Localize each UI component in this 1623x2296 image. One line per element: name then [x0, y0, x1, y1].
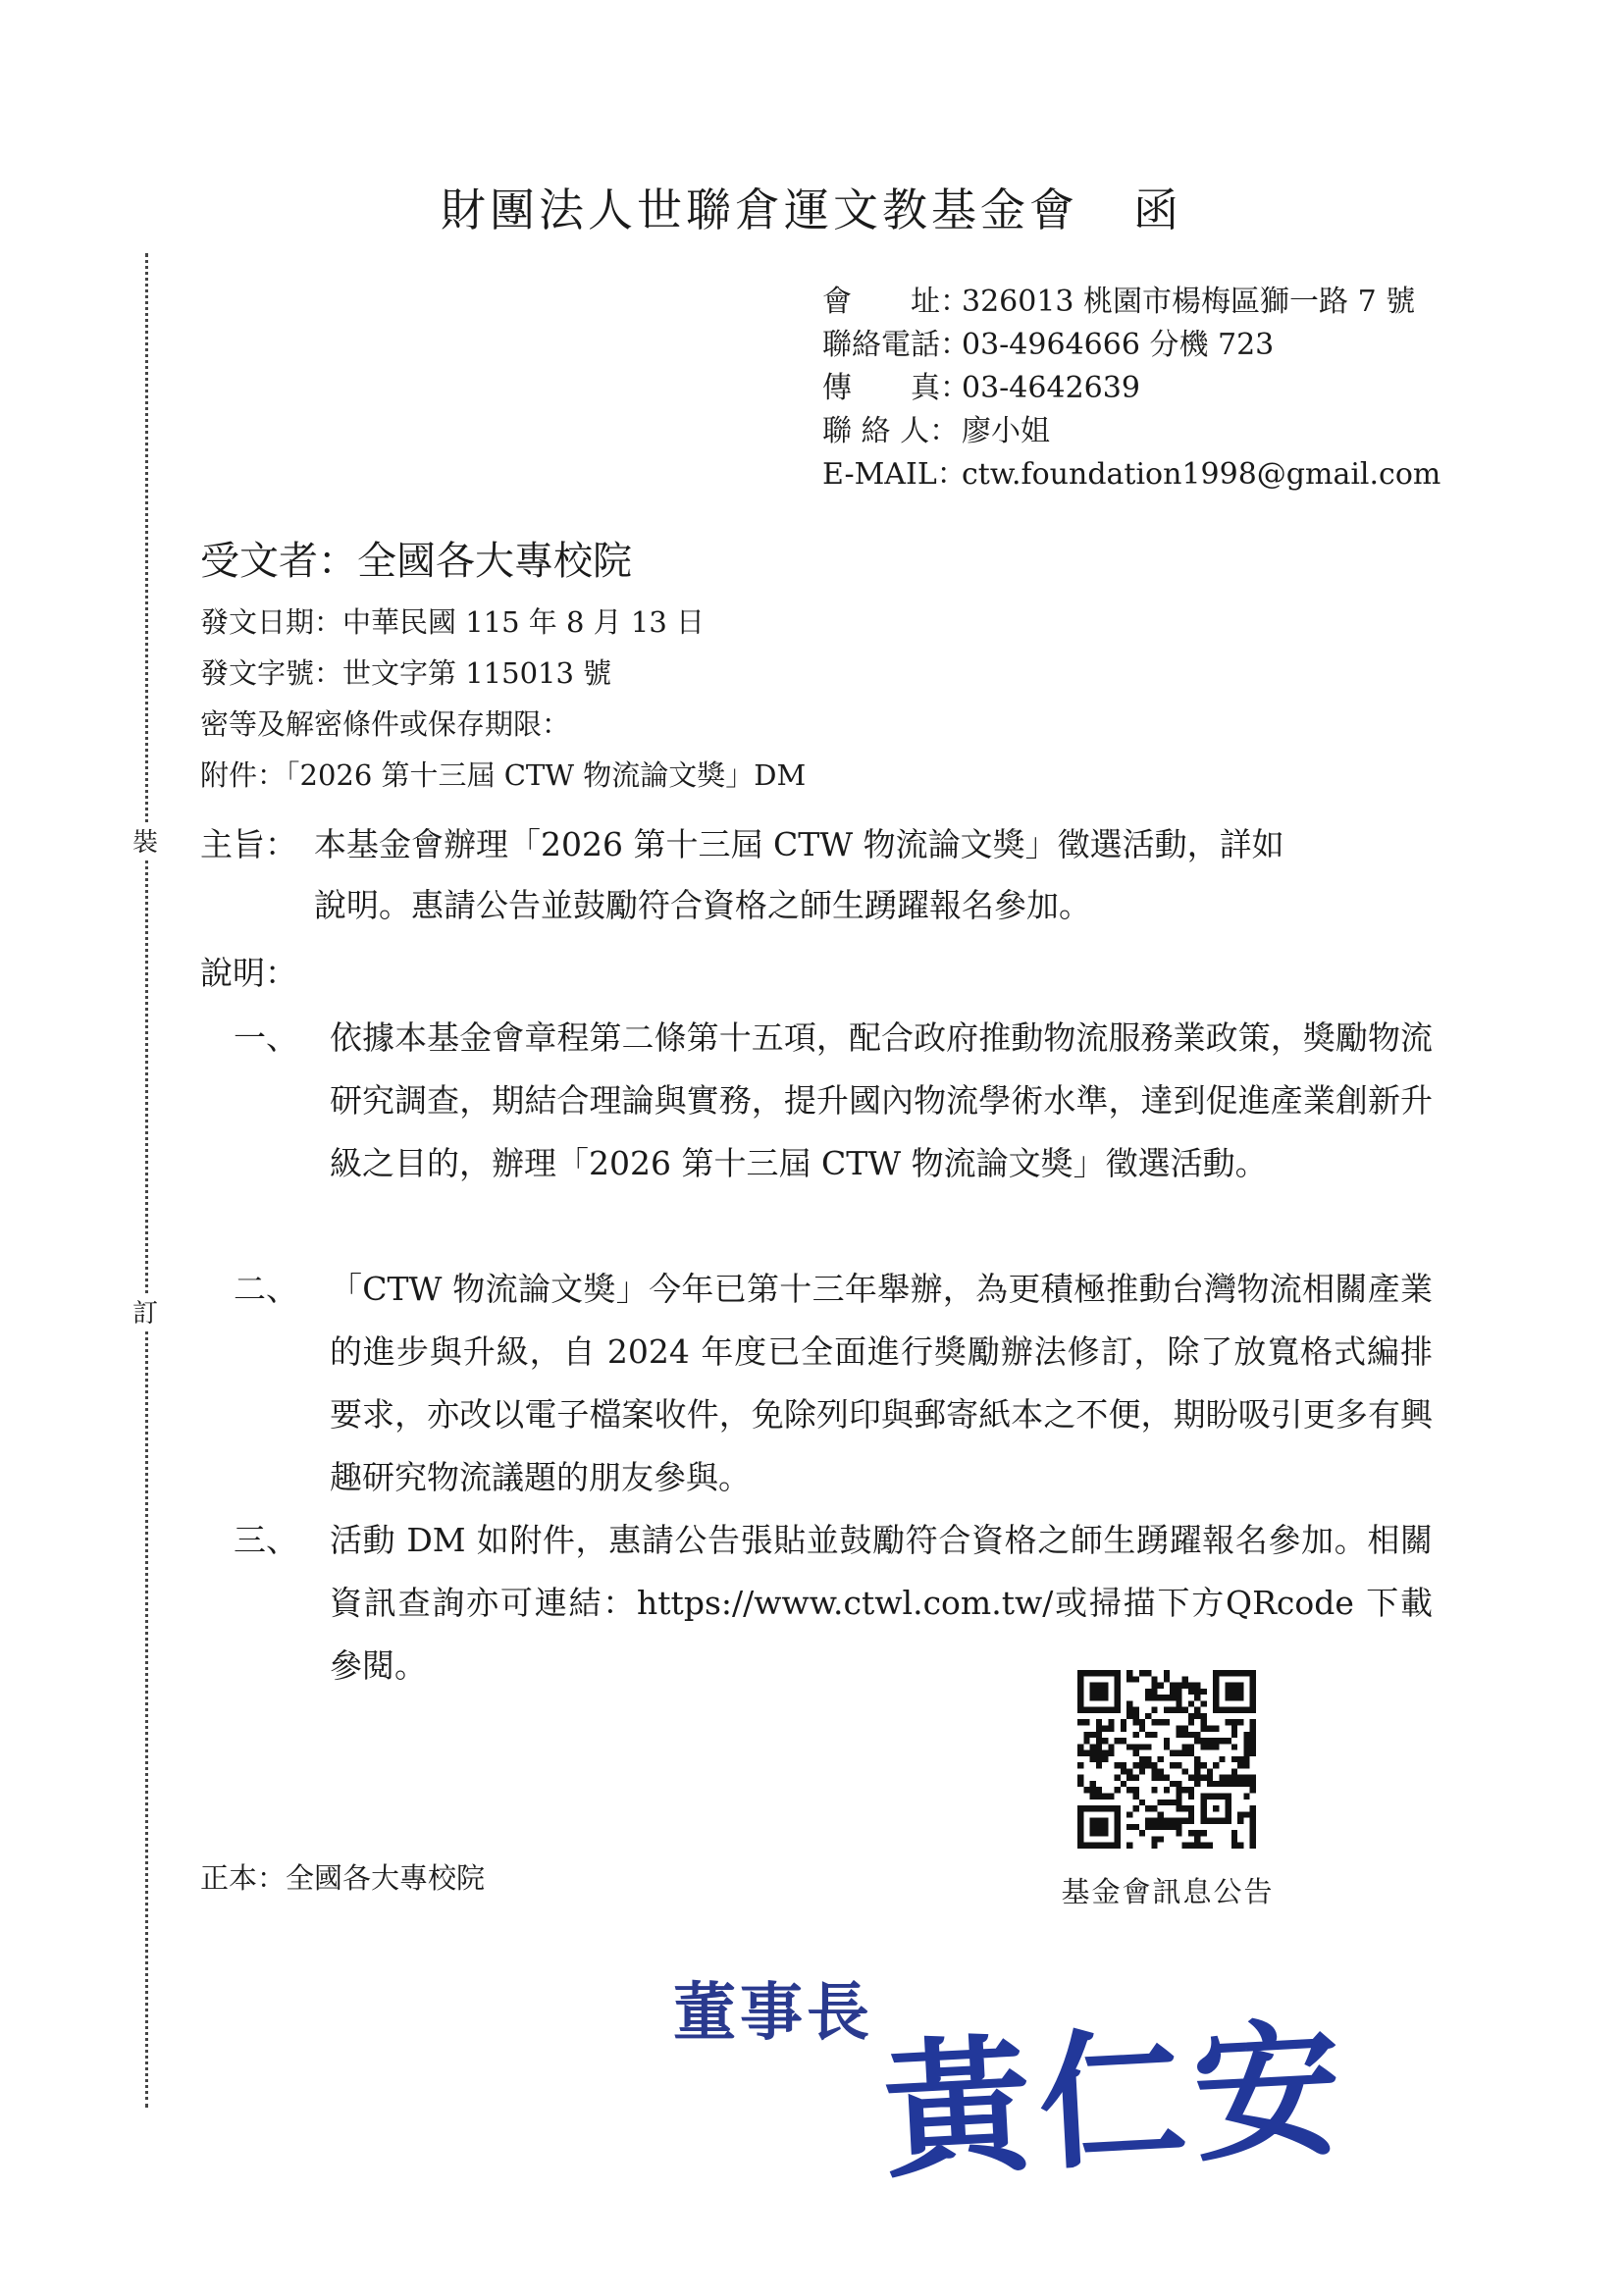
issue-date: 發文日期：中華民國 115 年 8 月 13 日: [200, 605, 706, 639]
classification: 密等及解密條件或保存期限：: [200, 707, 571, 741]
subject-line-2: 說明。惠請公告並鼓勵符合資格之師生踴躍報名參加。: [314, 886, 1091, 924]
explanation-item: [234, 1258, 1433, 1509]
binding-mark-bottom: 訂: [132, 1293, 158, 1330]
item-text: 活動 DM 如附件，惠請公告張貼並鼓勵符合資格之師生踴躍報名參加。相關資訊查詢亦可連結：https://www.ctwl.com.tw/或掃描下方QRcode 下載參閱。: [330, 1521, 1433, 1685]
qr-caption: 基金會訊息公告: [1061, 1875, 1275, 1908]
doc-type: 函: [1133, 183, 1182, 236]
signature-title: 董事長: [673, 1976, 873, 2050]
item-number: 一、: [234, 1018, 298, 1057]
explanation-item: [234, 1007, 1433, 1195]
contact-address: 會 址：326013 桃園市楊梅區獅一路 7 號: [822, 285, 1416, 319]
item-text: 依據本基金會章程第二條第十五項，配合政府推動物流服務業政策，獎勵物流研究調查，期結合理論與實務，提升國內物流學術水準，達到促進產業創新升級之目的，辦理「2026 第十三屆 CTW 物流論文獎」徵選活動。: [330, 1018, 1433, 1182]
contact-phone: 聯絡電話：03-4964666 分機 723: [822, 328, 1275, 362]
binding-dotted-line: [145, 253, 148, 2108]
contact-fax: 傳 真：03-4642639: [822, 371, 1140, 405]
binding-mark-top: 裝: [132, 822, 158, 859]
recipient: 受文者：全國各大專校院: [200, 539, 632, 584]
subject-line-1: 本基金會辦理「2026 第十三屆 CTW 物流論文獎」徵選活動，詳如: [314, 825, 1284, 863]
contact-person: 聯 絡 人：廖小姐: [822, 414, 1050, 448]
signature-stamp: 黃仁安: [879, 2002, 1353, 2200]
contact-email: E-MAIL：ctw.foundation1998@gmail.com: [822, 457, 1441, 492]
subject: [200, 814, 1437, 936]
item-number: 二、: [234, 1270, 298, 1308]
explanation-label: 說明：: [200, 954, 297, 992]
reference-number: 發文字號：世文字第 115013 號: [200, 656, 612, 690]
copy-to: 正本：全國各大專校院: [200, 1861, 486, 1895]
item-number: 三、: [234, 1521, 298, 1559]
attachment: 附件：「2026 第十三屆 CTW 物流論文獎」DM: [200, 758, 807, 792]
subject-label: 主旨：: [200, 825, 297, 863]
contact-block: [822, 281, 1440, 496]
organization-name: 財團法人世聯倉運文教基金會: [441, 183, 1078, 236]
letter-title: [0, 175, 1623, 239]
qr-code[interactable]: [1077, 1670, 1256, 1849]
item-text: 「CTW 物流論文獎」今年已第十三年舉辦，為更積極推動台灣物流相關產業的進步與升級，自 2024 年度已全面進行獎勵辦法修訂，除了放寬格式編排要求，亦改以電子檔案收件，免除列印與郵寄紙本之不便，期盼吸引更多有興趣研究物流議題的朋友參與。: [330, 1270, 1433, 1496]
